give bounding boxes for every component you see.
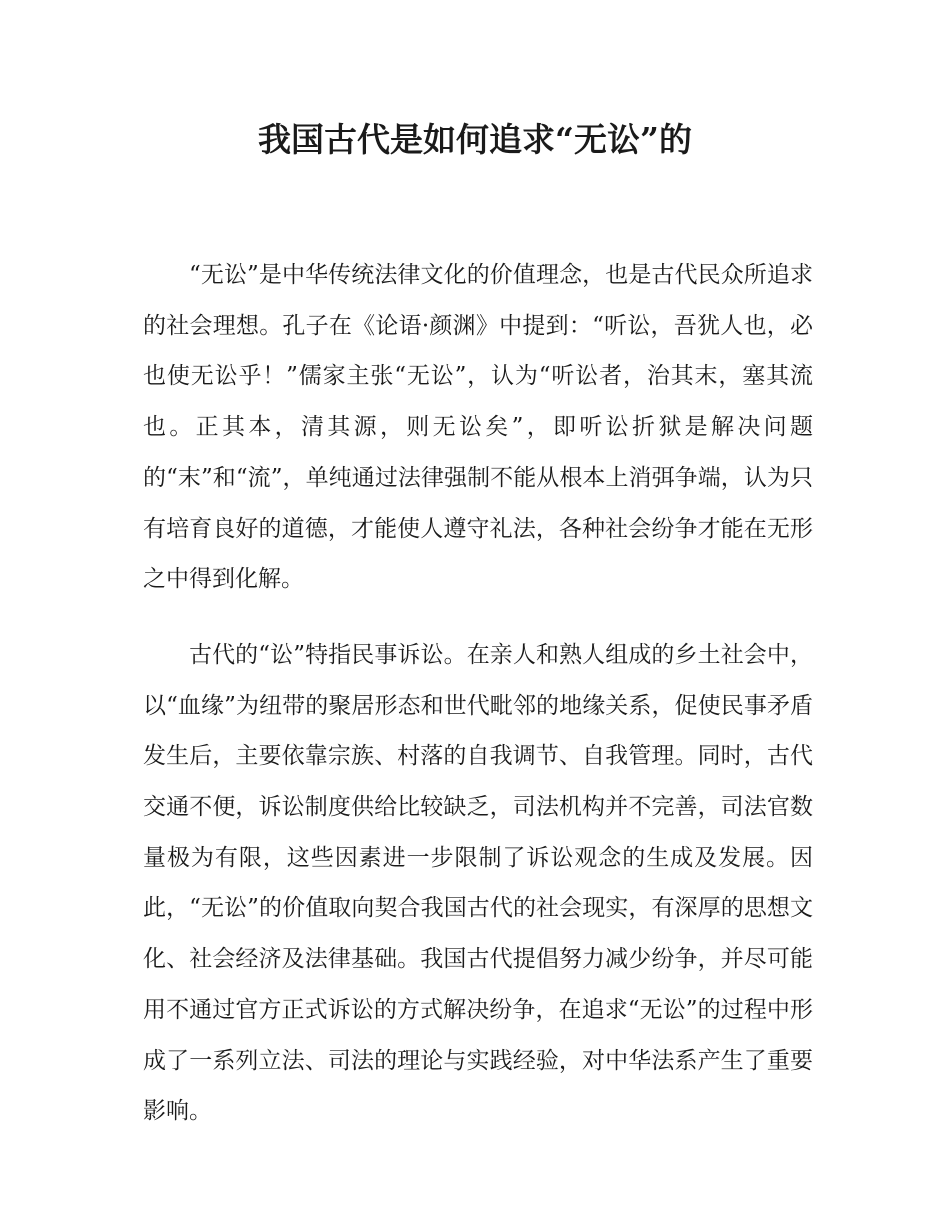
document-title: 我国古代是如何追求“无讼”的 — [258, 120, 692, 159]
paragraph-1: “无讼”是中华传统法律文化的价值理念，也是古代民众所追求的社会理想。孔子在《论语·颜渊》中提到：“听讼，吾犹人也，必也使无讼乎！”儒家主张“无讼”，认为“听讼者，治其末，塞其流也。正其本，清其源，则无讼矣”，即听讼折狱是解决问题的“末”和“流”，单纯通过法律强制不能从根本上消弭争端，认为只有培育良好的道德，才能使人遵守礼法，各种社会纷争才能在无形之中得到化解。 — [143, 262, 813, 593]
paragraph-2: 古代的“讼”特指民事诉讼。在亲人和熟人组成的乡土社会中，以“血缘”为纽带的聚居形态和世代毗邻的地缘关系，促使民事矛盾发生后，主要依靠宗族、村落的自我调节、自我管理。同时，古代交通不便，诉讼制度供给比较缺乏，司法机构并不完善，司法官数量极为有限，这些因素进一步限制了诉讼观念的生成及发展。因此，“无讼”的价值取向契合我国古代的社会现实，有深厚的思想文化、社会经济及法律基础。我国古代提倡努力减少纷争，并尽可能用不通过官方正式诉讼的方式解决纷争，在追求“无讼”的过程中形成了一系列立法、司法的理论与实践经验，对中华法系产生了重要影响。 — [143, 641, 813, 1125]
document-body — [143, 250, 813, 1162]
